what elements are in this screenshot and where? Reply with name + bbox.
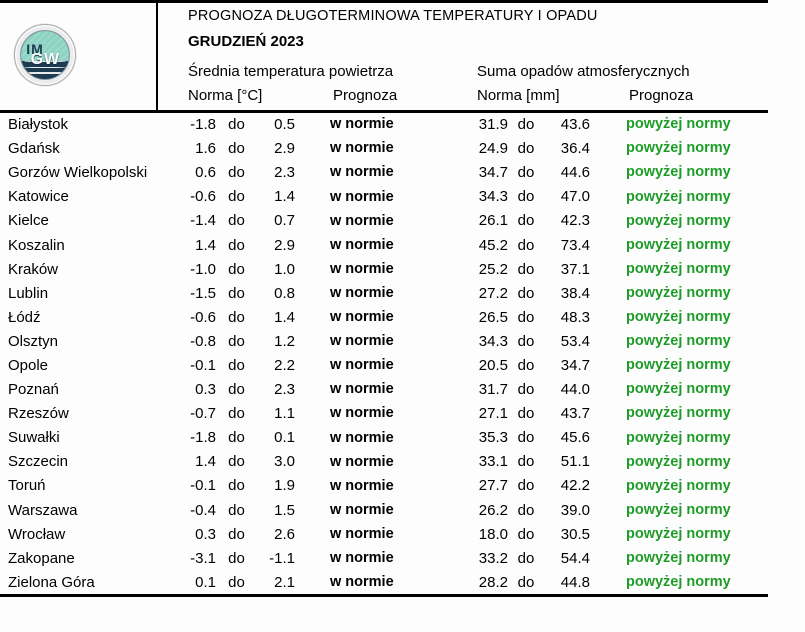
temp-forecast-cell: w normie: [330, 525, 394, 542]
city-cell: Gdańsk: [8, 140, 60, 158]
temp-max-cell: 2.6: [274, 525, 295, 543]
precip-forecast-cell: powyżej normy: [626, 260, 731, 277]
precip-max-cell: 73.4: [560, 236, 590, 254]
city-cell: Kraków: [8, 260, 59, 278]
temp-max-cell: 0.5: [274, 116, 295, 134]
temp-forecast-cell: w normie: [330, 164, 394, 181]
logo-text-gw: GW: [30, 51, 61, 69]
table-row: [0, 161, 805, 185]
precip-max-cell: 30.5: [560, 525, 590, 543]
precip-min-cell: 20.5: [478, 356, 508, 374]
table-row: [0, 137, 805, 161]
precip-forecast-cell: powyżej normy: [626, 333, 731, 350]
precip-min-cell: 18.0: [478, 525, 508, 543]
precip-min-cell: 28.2: [478, 573, 508, 591]
precip-forecast-cell: powyżej normy: [626, 212, 731, 229]
precip-min-cell: 34.3: [478, 332, 508, 350]
precip-do-separator: do: [517, 501, 535, 519]
table-bottom-rule: [0, 594, 768, 597]
document-title: PROGNOZA DŁUGOTERMINOWA TEMPERATURY I OPADU: [188, 8, 598, 24]
city-cell: Białystok: [8, 116, 69, 134]
precip-max-cell: 39.0: [560, 501, 590, 519]
top-rule: [0, 0, 768, 3]
temp-min-cell: 0.3: [195, 381, 216, 399]
temp-min-cell: -1.4: [190, 212, 216, 230]
temp-do-separator: do: [228, 164, 245, 182]
table-row: [0, 450, 805, 474]
precip-forecast-cell: powyżej normy: [626, 501, 731, 518]
city-cell: Olsztyn: [8, 332, 59, 350]
precip-min-cell: 27.1: [478, 405, 508, 423]
precip-forecast-column-header: Prognoza: [629, 87, 694, 104]
imgw-logo-inner: [20, 30, 70, 80]
precip-do-separator: do: [517, 381, 535, 399]
temp-do-separator: do: [228, 356, 245, 374]
temp-max-cell: 1.2: [274, 332, 295, 350]
forecast-table-body: [0, 113, 805, 595]
table-row: [0, 546, 805, 570]
precip-max-cell: 47.0: [560, 188, 590, 206]
temp-min-cell: -0.4: [190, 501, 216, 519]
temp-forecast-cell: w normie: [330, 405, 394, 422]
temp-forecast-column-header: Prognoza: [333, 87, 398, 104]
precip-max-cell: 44.6: [560, 164, 590, 182]
precip-do-separator: do: [517, 453, 535, 471]
temp-do-separator: do: [228, 116, 245, 134]
temp-min-cell: -3.1: [190, 549, 216, 567]
temp-max-cell: 2.2: [274, 356, 295, 374]
city-cell: Kielce: [8, 212, 49, 230]
city-cell: Zakopane: [8, 549, 75, 567]
temp-min-cell: 1.4: [195, 236, 216, 254]
precip-do-separator: do: [517, 212, 535, 230]
temp-max-cell: 1.9: [274, 477, 295, 495]
temp-forecast-cell: w normie: [330, 116, 394, 133]
temp-forecast-cell: w normie: [330, 501, 394, 518]
header-vertical-divider: [156, 3, 158, 111]
city-cell: Toruń: [8, 477, 46, 495]
city-cell: Koszalin: [8, 236, 65, 254]
city-cell: Wrocław: [8, 525, 66, 543]
logo-text-im: IM: [26, 40, 44, 57]
temp-max-cell: 1.4: [274, 308, 295, 326]
city-cell: Zielona Góra: [8, 573, 95, 591]
precip-do-separator: do: [517, 429, 535, 447]
precip-forecast-cell: powyżej normy: [626, 453, 731, 470]
temp-min-cell: -0.1: [190, 356, 216, 374]
precip-forecast-cell: powyżej normy: [626, 549, 731, 566]
city-cell: Opole: [8, 356, 49, 374]
precip-do-separator: do: [517, 477, 535, 495]
precip-do-separator: do: [517, 260, 535, 278]
temp-do-separator: do: [228, 236, 245, 254]
precip-forecast-cell: powyżej normy: [626, 164, 731, 181]
precip-min-cell: 45.2: [478, 236, 508, 254]
table-row: [0, 185, 805, 209]
precip-do-separator: do: [517, 236, 535, 254]
temp-do-separator: do: [228, 525, 245, 543]
precip-max-cell: 43.7: [560, 405, 590, 423]
temp-norm-column-header: Norma [°C]: [188, 87, 263, 104]
precip-forecast-cell: powyżej normy: [626, 477, 731, 494]
precip-forecast-cell: powyżej normy: [626, 140, 731, 157]
document-subtitle: GRUDZIEŃ 2023: [188, 33, 304, 50]
temp-do-separator: do: [228, 308, 245, 326]
table-row: [0, 402, 805, 426]
temp-do-separator: do: [228, 188, 245, 206]
temp-max-cell: 2.1: [274, 573, 295, 591]
temp-min-cell: -0.6: [190, 188, 216, 206]
temp-forecast-cell: w normie: [330, 309, 394, 326]
precip-max-cell: 43.6: [560, 116, 590, 134]
temp-min-cell: 1.6: [195, 140, 216, 158]
table-row: [0, 498, 805, 522]
city-cell: Rzeszów: [8, 405, 69, 423]
city-cell: Katowice: [8, 188, 69, 206]
precip-do-separator: do: [517, 356, 535, 374]
precip-min-cell: 31.7: [478, 381, 508, 399]
temp-min-cell: 0.6: [195, 164, 216, 182]
temp-forecast-cell: w normie: [330, 212, 394, 229]
precip-min-cell: 26.2: [478, 501, 508, 519]
temp-min-cell: -1.8: [190, 429, 216, 447]
temp-min-cell: -1.8: [190, 116, 216, 134]
temp-min-cell: -0.6: [190, 308, 216, 326]
precip-forecast-cell: powyżej normy: [626, 188, 731, 205]
city-cell: Łódź: [8, 308, 41, 326]
precip-do-separator: do: [517, 549, 535, 567]
table-row: [0, 378, 805, 402]
precip-min-cell: 27.2: [478, 284, 508, 302]
table-row: [0, 329, 805, 353]
temp-max-cell: 2.3: [274, 381, 295, 399]
table-row: [0, 353, 805, 377]
table-row: [0, 522, 805, 546]
precip-max-cell: 34.7: [560, 356, 590, 374]
city-cell: Szczecin: [8, 453, 69, 471]
precip-max-cell: 44.8: [560, 573, 590, 591]
table-row: [0, 474, 805, 498]
precip-forecast-cell: powyżej normy: [626, 574, 731, 591]
temp-do-separator: do: [228, 284, 245, 302]
precip-forecast-cell: powyżej normy: [626, 405, 731, 422]
precip-min-cell: 24.9: [478, 140, 508, 158]
city-cell: Lublin: [8, 284, 49, 302]
temp-min-cell: -1.0: [190, 260, 216, 278]
temp-do-separator: do: [228, 573, 245, 591]
precip-max-cell: 38.4: [560, 284, 590, 302]
precip-do-separator: do: [517, 573, 535, 591]
temp-forecast-cell: w normie: [330, 357, 394, 374]
precip-do-separator: do: [517, 405, 535, 423]
temp-max-cell: 1.5: [274, 501, 295, 519]
temp-min-cell: 1.4: [195, 453, 216, 471]
precip-min-cell: 26.5: [478, 308, 508, 326]
precip-forecast-cell: powyżej normy: [626, 309, 731, 326]
temp-do-separator: do: [228, 212, 245, 230]
precip-max-cell: 42.2: [560, 477, 590, 495]
temp-do-separator: do: [228, 405, 245, 423]
temp-do-separator: do: [228, 549, 245, 567]
precip-max-cell: 54.4: [560, 549, 590, 567]
precip-norm-column-header: Norma [mm]: [477, 87, 560, 104]
temp-do-separator: do: [228, 260, 245, 278]
precip-max-cell: 48.3: [560, 308, 590, 326]
precip-min-cell: 26.1: [478, 212, 508, 230]
precip-min-cell: 34.7: [478, 164, 508, 182]
temp-forecast-cell: w normie: [330, 260, 394, 277]
temp-min-cell: -0.1: [190, 477, 216, 495]
table-row: [0, 113, 805, 137]
precipitation-group-header: Suma opadów atmosferycznych: [477, 63, 690, 80]
temp-forecast-cell: w normie: [330, 453, 394, 470]
temp-max-cell: 0.8: [274, 284, 295, 302]
temp-forecast-cell: w normie: [330, 477, 394, 494]
city-cell: Warszawa: [8, 501, 78, 519]
temp-forecast-cell: w normie: [330, 284, 394, 301]
table-row: [0, 281, 805, 305]
precip-do-separator: do: [517, 188, 535, 206]
temp-forecast-cell: w normie: [330, 188, 394, 205]
temp-forecast-cell: w normie: [330, 429, 394, 446]
precip-min-cell: 33.1: [478, 453, 508, 471]
temp-do-separator: do: [228, 381, 245, 399]
temp-max-cell: 3.0: [274, 453, 295, 471]
precip-max-cell: 36.4: [560, 140, 590, 158]
city-cell: Gorzów Wielkopolski: [8, 164, 148, 182]
precip-do-separator: do: [517, 308, 535, 326]
precip-forecast-cell: powyżej normy: [626, 429, 731, 446]
temp-forecast-cell: w normie: [330, 549, 394, 566]
temp-max-cell: 2.9: [274, 140, 295, 158]
precip-max-cell: 51.1: [560, 453, 590, 471]
precip-min-cell: 35.3: [478, 429, 508, 447]
table-row: [0, 257, 805, 281]
temp-do-separator: do: [228, 477, 245, 495]
temp-max-cell: 1.1: [274, 405, 295, 423]
temp-do-separator: do: [228, 501, 245, 519]
temp-min-cell: -0.7: [190, 405, 216, 423]
table-row: [0, 426, 805, 450]
precip-min-cell: 31.9: [478, 116, 508, 134]
precip-forecast-cell: powyżej normy: [626, 381, 731, 398]
temp-min-cell: 0.3: [195, 525, 216, 543]
precip-forecast-cell: powyżej normy: [626, 525, 731, 542]
precip-max-cell: 53.4: [560, 332, 590, 350]
table-row: [0, 209, 805, 233]
precip-max-cell: 44.0: [560, 381, 590, 399]
precip-do-separator: do: [517, 140, 535, 158]
precip-max-cell: 42.3: [560, 212, 590, 230]
precip-do-separator: do: [517, 332, 535, 350]
precip-forecast-cell: powyżej normy: [626, 116, 731, 133]
precip-max-cell: 37.1: [560, 260, 590, 278]
precip-do-separator: do: [517, 116, 535, 134]
temp-min-cell: -0.8: [190, 332, 216, 350]
temp-max-cell: 0.7: [274, 212, 295, 230]
table-row: [0, 233, 805, 257]
temp-forecast-cell: w normie: [330, 381, 394, 398]
city-cell: Suwałki: [8, 429, 60, 447]
temp-forecast-cell: w normie: [330, 140, 394, 157]
precip-do-separator: do: [517, 284, 535, 302]
table-row: [0, 570, 805, 594]
precip-forecast-cell: powyżej normy: [626, 357, 731, 374]
temp-forecast-cell: w normie: [330, 574, 394, 591]
temp-max-cell: 2.3: [274, 164, 295, 182]
precip-do-separator: do: [517, 164, 535, 182]
precip-min-cell: 34.3: [478, 188, 508, 206]
precip-forecast-cell: powyżej normy: [626, 236, 731, 253]
temp-min-cell: -1.5: [190, 284, 216, 302]
table-row: [0, 305, 805, 329]
precip-min-cell: 27.7: [478, 477, 508, 495]
precip-do-separator: do: [517, 525, 535, 543]
temp-do-separator: do: [228, 140, 245, 158]
city-cell: Poznań: [8, 381, 59, 399]
precip-min-cell: 33.2: [478, 549, 508, 567]
precip-min-cell: 25.2: [478, 260, 508, 278]
temp-do-separator: do: [228, 429, 245, 447]
temp-do-separator: do: [228, 332, 245, 350]
temp-max-cell: 1.4: [274, 188, 295, 206]
temp-max-cell: 1.0: [274, 260, 295, 278]
temperature-group-header: Średnia temperatura powietrza: [188, 63, 394, 80]
temp-max-cell: 0.1: [274, 429, 295, 447]
temp-forecast-cell: w normie: [330, 236, 394, 253]
precip-max-cell: 45.6: [560, 429, 590, 447]
temp-max-cell: 2.9: [274, 236, 295, 254]
temp-do-separator: do: [228, 453, 245, 471]
imgw-logo: [14, 24, 76, 86]
temp-forecast-cell: w normie: [330, 333, 394, 350]
logo-wave-line: [24, 72, 66, 74]
temp-max-cell: -1.1: [269, 549, 295, 567]
precip-forecast-cell: powyżej normy: [626, 284, 731, 301]
temp-min-cell: 0.1: [195, 573, 216, 591]
